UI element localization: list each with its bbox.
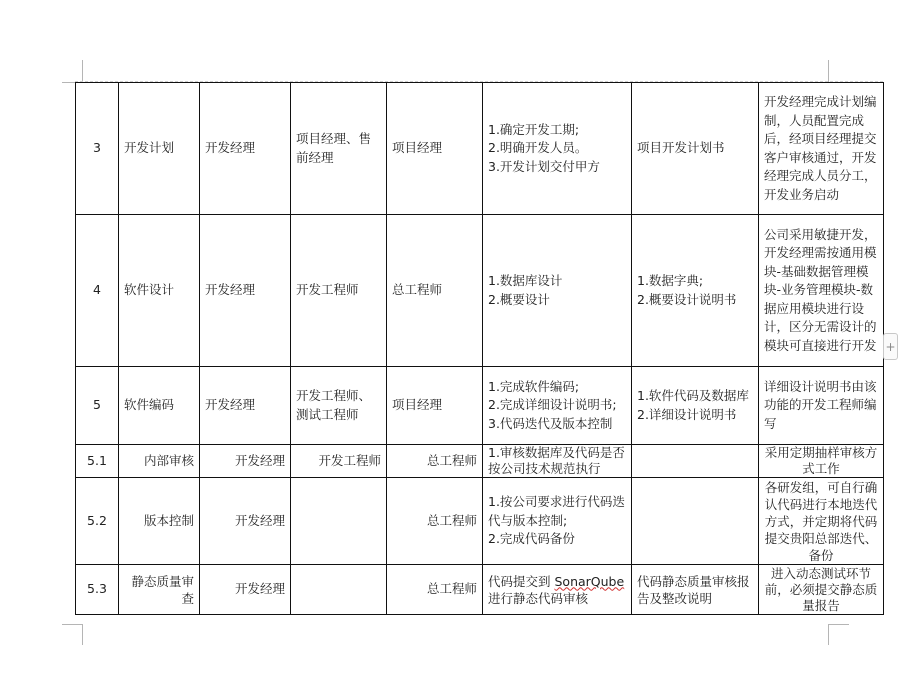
page-corner-mark-bottom-left	[62, 624, 83, 645]
content-line: 2.完成代码备份	[488, 531, 575, 547]
content-line: 1.确定开发工期;	[488, 121, 580, 137]
deliverable-line: 2.详细设计说明书	[637, 406, 737, 422]
content-line: 3.代码迭代及版本控制	[488, 415, 613, 431]
deliverables-cell[interactable]	[632, 83, 759, 215]
row-number[interactable]: 3	[76, 83, 119, 215]
owner-cell[interactable]: 开发经理	[200, 445, 291, 478]
content-line: 3.开发计划交付甲方	[488, 158, 600, 174]
deliverables-cell[interactable]	[632, 215, 759, 367]
deliverable-line: 项目开发计划书	[637, 140, 725, 156]
deliverables-cell[interactable]	[632, 478, 759, 565]
row-number[interactable]: 5.1	[76, 445, 119, 478]
content-text: 进行静态代码审核	[488, 590, 589, 606]
row-number[interactable]: 4	[76, 215, 119, 367]
participants-cell[interactable]: 开发工程师	[291, 215, 387, 367]
participants-cell[interactable]	[291, 565, 387, 615]
table-row	[76, 367, 884, 445]
content-cell[interactable]	[483, 478, 632, 565]
deliverable-line: 1.数据字典;	[637, 273, 704, 288]
participants-cell[interactable]: 开发工程师	[291, 445, 387, 478]
reviewer-cell[interactable]: 项目经理	[387, 83, 483, 215]
content-line: 1.审核数据库及代码是否按公司技术规范执行	[488, 445, 625, 476]
table-row	[76, 83, 884, 215]
row-number[interactable]: 5	[76, 367, 119, 445]
table-row	[76, 215, 884, 367]
content-line: 2.明确开发人员。	[488, 140, 588, 156]
owner-cell[interactable]: 开发经理	[200, 83, 291, 215]
notes-cell[interactable]: 采用定期抽样审核方式工作	[759, 445, 884, 478]
participants-cell[interactable]: 项目经理、售前经理	[291, 83, 387, 215]
content-cell[interactable]	[483, 367, 632, 445]
page-corner-mark-top-right	[828, 60, 849, 83]
table-row	[76, 445, 884, 478]
process-table	[75, 82, 884, 615]
content-text: 代码提交到	[488, 573, 555, 589]
content-line: 1.按公司要求进行代码迭代与版本控制;	[488, 494, 625, 528]
content-line: 2.完成详细设计说明书;	[488, 397, 617, 413]
deliverables-cell[interactable]	[632, 565, 759, 615]
reviewer-cell[interactable]: 总工程师	[387, 445, 483, 478]
table-row	[76, 565, 884, 615]
content-cell[interactable]	[483, 445, 632, 478]
table-row	[76, 478, 884, 565]
task-cell[interactable]: 开发计划	[119, 83, 200, 215]
owner-cell[interactable]: 开发经理	[200, 215, 291, 367]
content-cell[interactable]	[483, 215, 632, 367]
row-number[interactable]: 5.3	[76, 565, 119, 615]
row-number[interactable]: 5.2	[76, 478, 119, 565]
task-cell[interactable]: 版本控制	[119, 478, 200, 565]
reviewer-cell[interactable]: 总工程师	[387, 565, 483, 615]
task-cell[interactable]: 内部审核	[119, 445, 200, 478]
notes-cell[interactable]: 进入动态测试环节前，必须提交静态质量报告	[759, 565, 884, 615]
task-cell[interactable]: 软件设计	[119, 215, 200, 367]
content-cell[interactable]	[483, 83, 632, 215]
deliverable-line: 代码静态质量审核报告及整改说明	[637, 573, 750, 606]
reviewer-cell[interactable]: 总工程师	[387, 478, 483, 565]
content-line: 2.概要设计	[488, 291, 550, 307]
notes-cell[interactable]: 详细设计说明书由该功能的开发工程师编写	[759, 367, 884, 445]
participants-cell[interactable]	[291, 478, 387, 565]
notes-cell[interactable]: 公司采用敏捷开发，开发经理需按通用模块-基础数据管理模块-业务管理模块-数据应用模块进行设计，区分无需设计的模块可直接进行开发	[759, 215, 884, 367]
owner-cell[interactable]: 开发经理	[200, 565, 291, 615]
page-corner-mark-bottom-right	[828, 624, 849, 645]
deliverables-cell[interactable]	[632, 445, 759, 478]
deliverable-line: 2.概要设计说明书	[637, 291, 737, 307]
reviewer-cell[interactable]: 总工程师	[387, 215, 483, 367]
task-cell[interactable]: 静态质量审查	[119, 565, 200, 615]
spellcheck-flagged-word[interactable]: SonarQube	[554, 573, 625, 589]
reviewer-cell[interactable]: 项目经理	[387, 367, 483, 445]
deliverables-cell[interactable]	[632, 367, 759, 445]
content-cell[interactable]	[483, 565, 632, 615]
notes-cell[interactable]: 开发经理完成计划编制，人员配置完成后，经项目经理提交客户审核通过，开发经理完成人员分工，开发业务启动	[759, 83, 884, 215]
plus-icon: +	[885, 340, 896, 354]
owner-cell[interactable]: 开发经理	[200, 367, 291, 445]
task-cell[interactable]: 软件编码	[119, 367, 200, 445]
owner-cell[interactable]: 开发经理	[200, 478, 291, 565]
page-corner-mark-top-left	[62, 60, 83, 83]
deliverable-line: 1.软件代码及数据库	[637, 388, 749, 403]
notes-cell[interactable]: 各研发组，可自行确认代码进行本地迭代方式，并定期将代码提交贵阳总部迭代、备份	[759, 478, 884, 565]
add-row-button[interactable]	[883, 333, 898, 360]
participants-cell[interactable]: 开发工程师、测试工程师	[291, 367, 387, 445]
content-line: 1.数据库设计	[488, 273, 563, 288]
content-line: 1.完成软件编码;	[488, 378, 580, 394]
